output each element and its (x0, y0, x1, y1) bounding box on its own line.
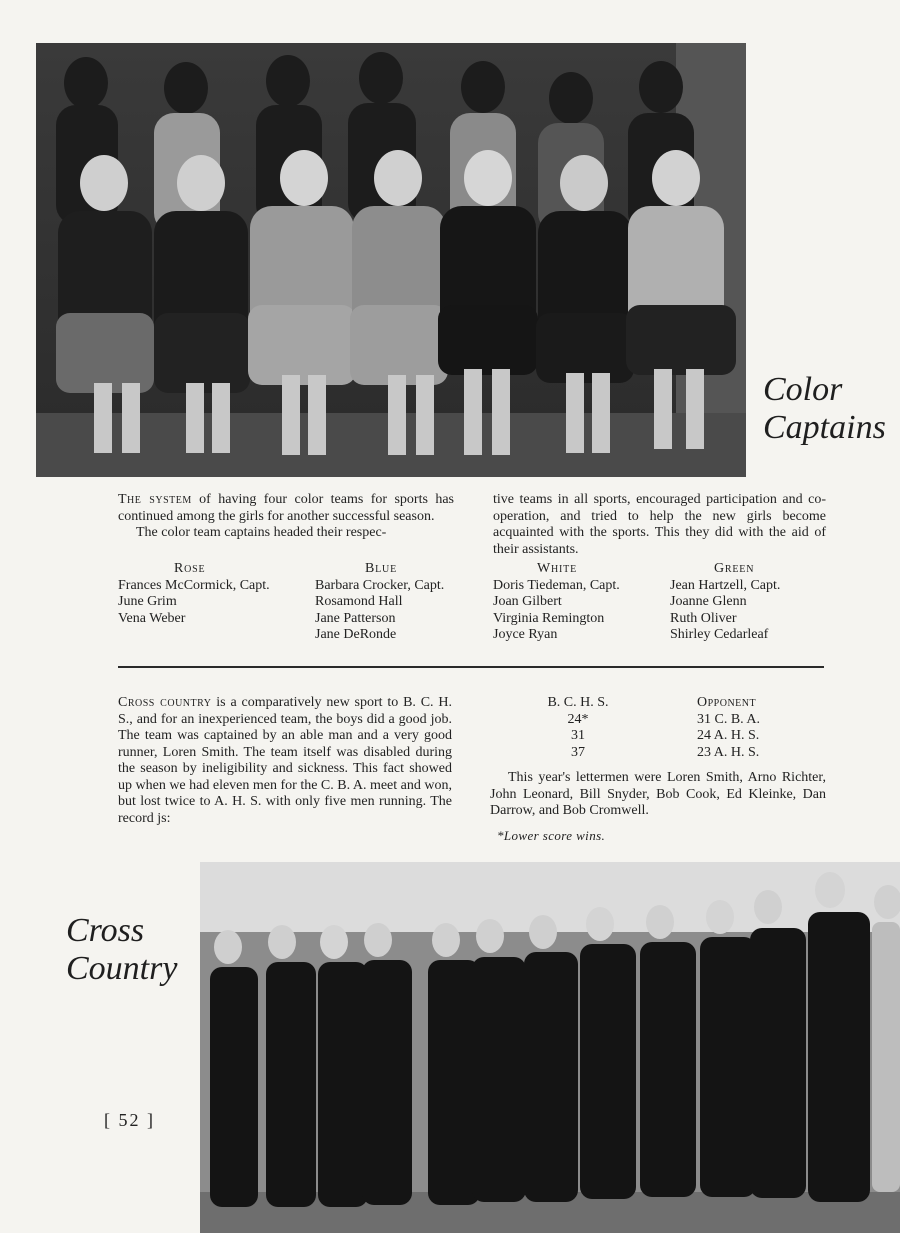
team-white (493, 561, 663, 644)
intro-continuation: The color team captains headed their respec- (136, 525, 387, 540)
team-rose (118, 561, 308, 627)
cross-country-photo (200, 862, 900, 1233)
team-member: Frances McCormick, Capt. (118, 577, 270, 593)
color-paragraph-right (493, 492, 826, 558)
record-home-score: 31 (571, 728, 585, 743)
team-member: Joyce Ryan (493, 627, 558, 642)
color-captains-photo (36, 43, 746, 477)
team-label: Green (714, 561, 755, 576)
paragraph-text: is a comparatively new sport to B. C. H. S., and for an inexperienced team, the boys did a good job. The team was captained by an able man and a very good runner, Loren Smith. The team itself was disabled during the season by ineligibility and sickness. This fact showed up when we had eleven men for the C. B. A. meet and won, but lost twice to A. H. S. with only five men running. The record js: (118, 695, 452, 826)
heading-line: Captains (763, 409, 886, 446)
cross-country-heading (66, 912, 177, 988)
team-member: Virginia Remington (493, 610, 605, 626)
cross-country-photo-art (200, 862, 900, 1233)
heading-line: Country (66, 950, 178, 987)
paragraph-text: tive teams in all sports, encouraged participation and co-operation, and tried to help the new girls become acquainted with the sports. This they did with the aid of their assistants. (493, 492, 826, 557)
section-divider (118, 666, 824, 668)
color-intro-paragraph (118, 492, 454, 542)
team-label: Rose (174, 561, 206, 576)
team-member: Vena Weber (118, 610, 186, 626)
color-captains-photo-art (36, 43, 746, 477)
team-member: Shirley Cedarleaf (670, 627, 769, 642)
team-member: June Grim (118, 594, 177, 609)
lettermen-paragraph (490, 770, 826, 820)
cross-country-paragraph (118, 695, 452, 827)
team-member: Ruth Oliver (670, 610, 737, 626)
team-member: Joanne Glenn (670, 594, 747, 609)
team-member: Rosamond Hall (315, 594, 403, 609)
intro-text: of having four color teams for sports has continued among the girls for another successful season. (118, 492, 454, 524)
footnote: *Lower score wins. (497, 828, 606, 843)
team-green (670, 561, 830, 644)
paragraph-text: This year's lettermen were Loren Smith, Arno Richter, John Leonard, Bill Snyder, Bob Cook, Ed Kleinke, Dan Darrow, and Bob Cromwell. (490, 770, 826, 818)
record-opponent-score: 24 A. H. S. (697, 728, 760, 743)
team-member: Jean Hartzell, Capt. (670, 577, 781, 593)
team-blue (315, 561, 495, 644)
record-opponent-score: 31 C. B. A. (697, 711, 761, 727)
intro-small-caps: Cross country (118, 695, 212, 710)
team-member: Jane Patterson (315, 610, 396, 626)
page-number: [ 52 ] (104, 1110, 155, 1130)
record-opponent-score: 23 A. H. S. (697, 744, 760, 760)
team-label: Blue (365, 561, 397, 576)
color-captains-heading (763, 371, 886, 447)
heading-line: Color (763, 371, 843, 408)
team-member: Doris Tiedeman, Capt. (493, 577, 620, 593)
team-member: Joan Gilbert (493, 594, 562, 609)
record-home-score: 37 (571, 744, 585, 760)
team-member: Barbara Crocker, Capt. (315, 577, 445, 593)
record-home-column (543, 695, 613, 761)
team-member: Jane DeRonde (315, 627, 397, 642)
record-header-opponent: Opponent (697, 695, 757, 710)
heading-line: Cross (66, 912, 145, 949)
team-label: White (537, 561, 577, 576)
intro-small-caps: The system (118, 492, 192, 507)
record-opponent-column (697, 695, 807, 761)
record-home-score: 24* (567, 711, 589, 727)
record-header-home: B. C. H. S. (547, 695, 609, 710)
